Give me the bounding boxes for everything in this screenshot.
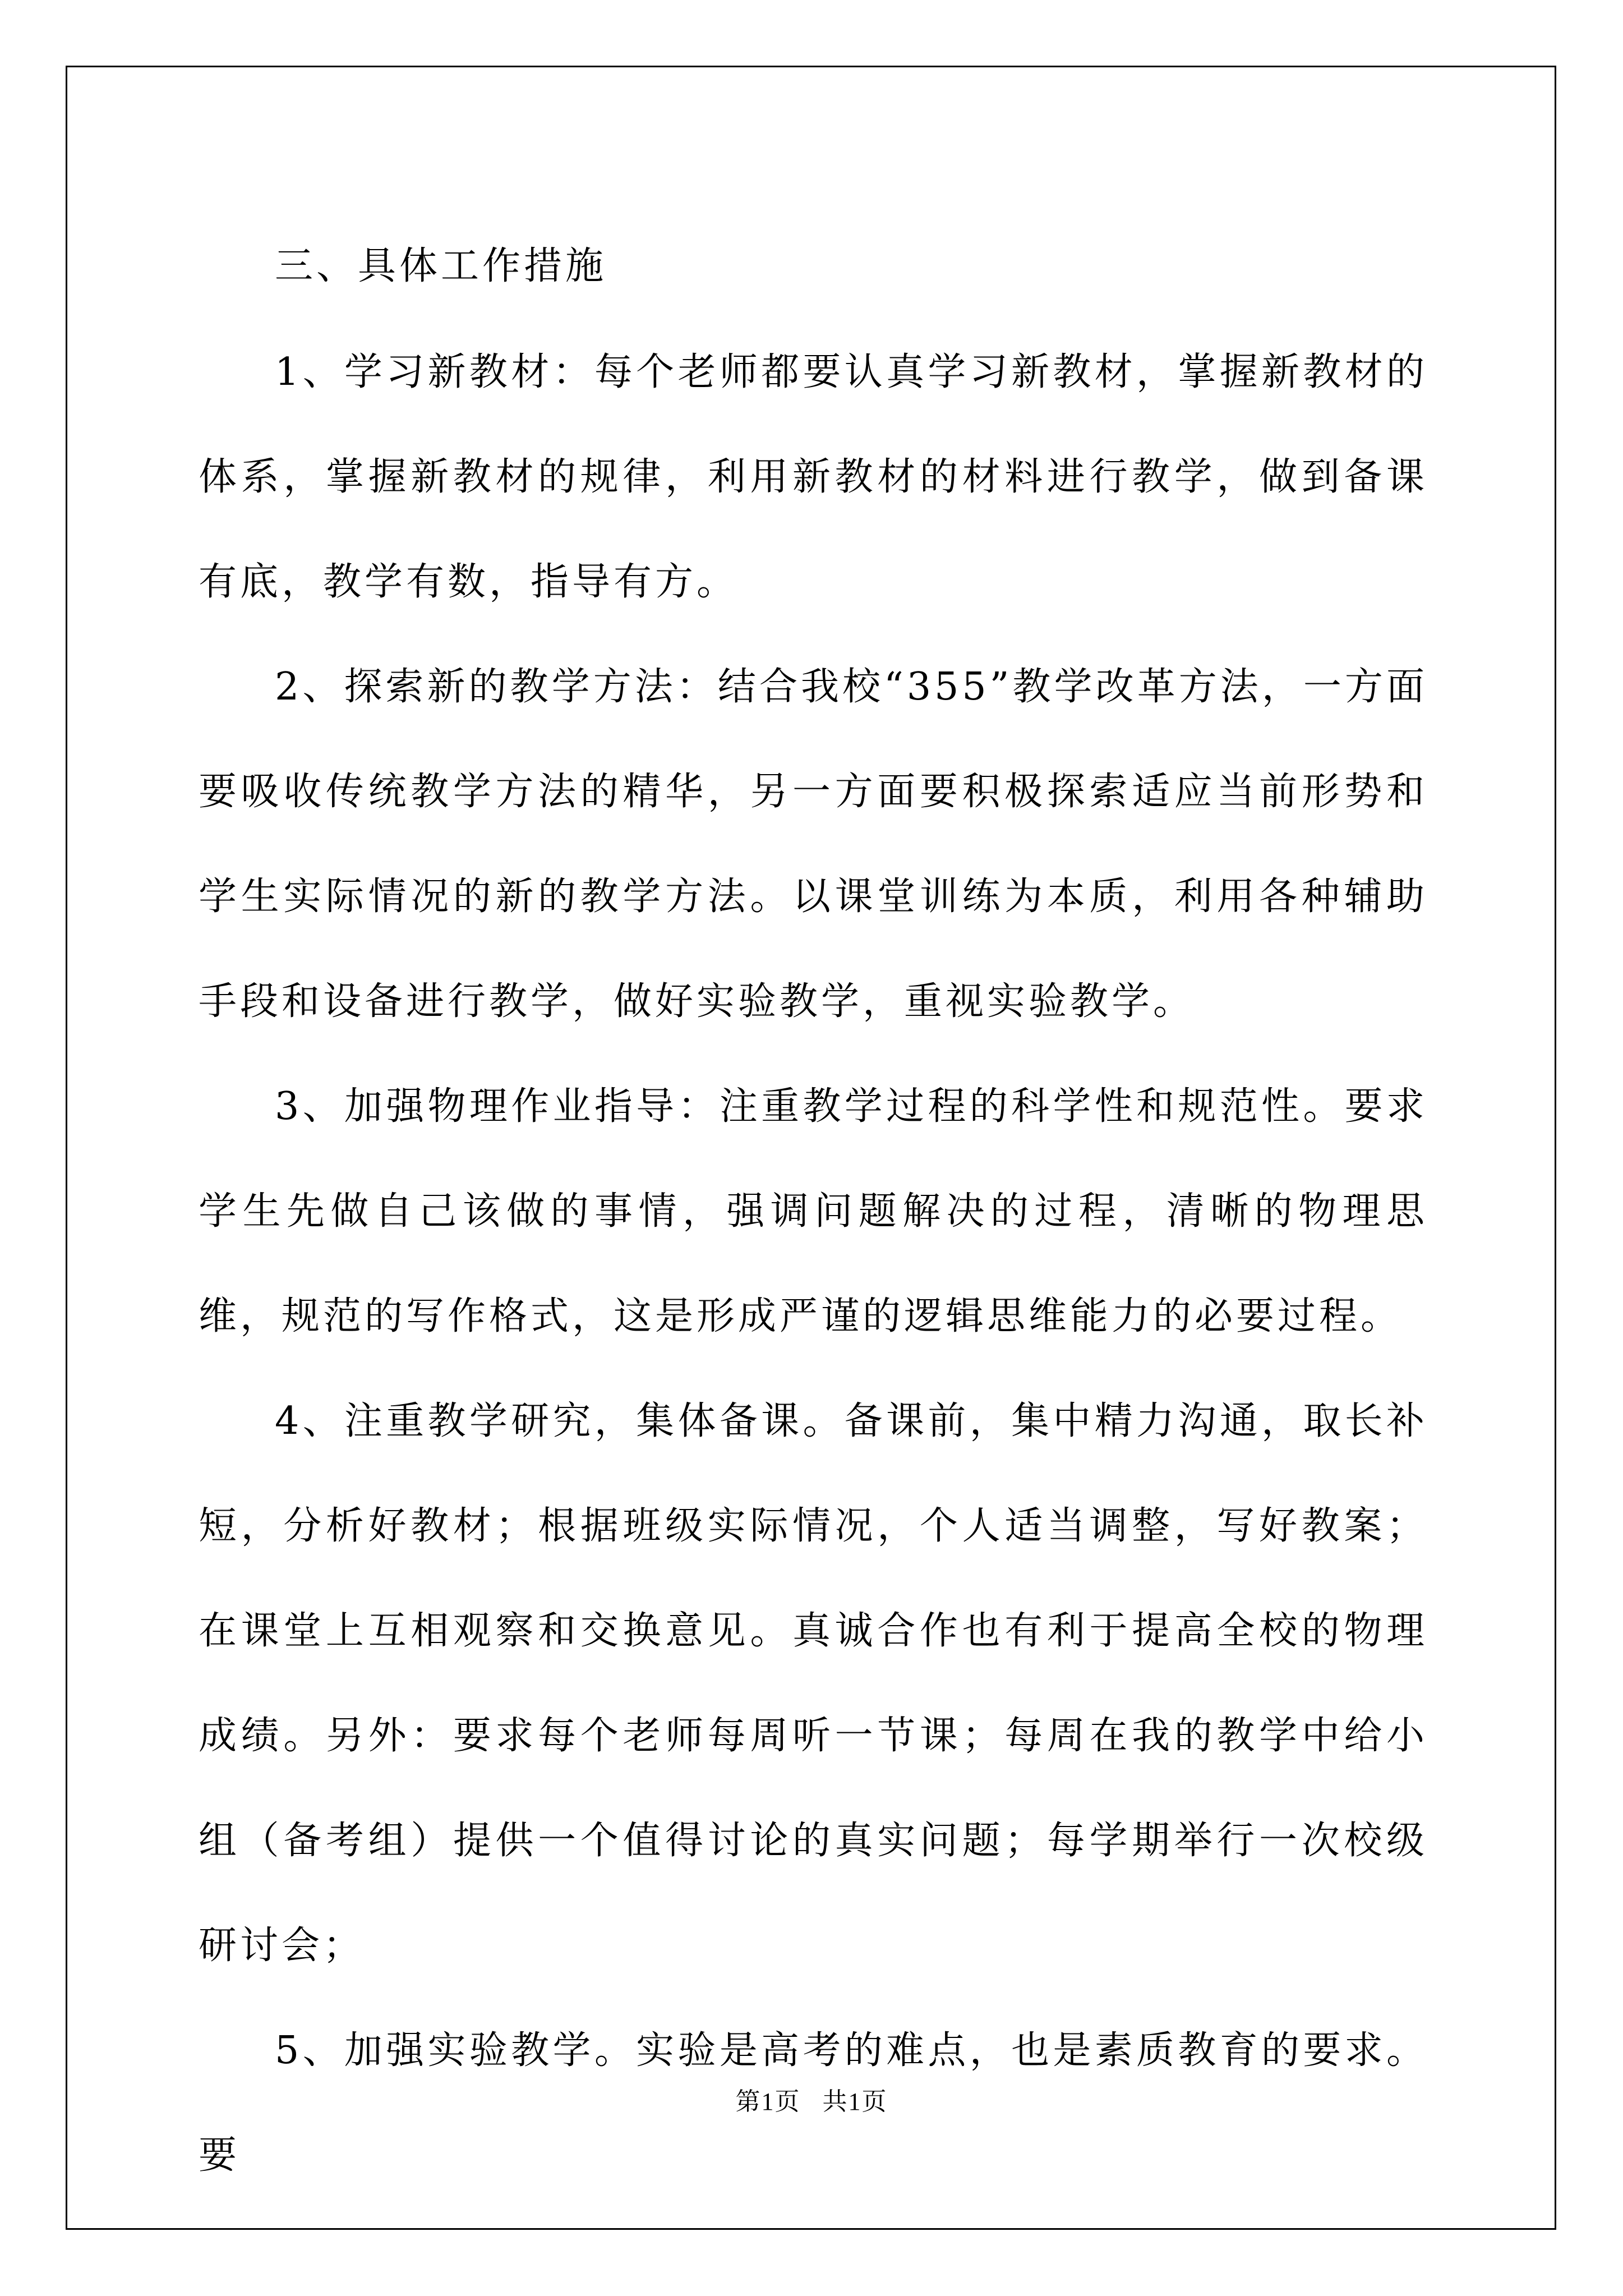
paragraph-4: 4、注重教学研究，集体备课。备课前，集中精力沟通，取长补短，分析好教材；根据班级实际情况，个人适当调整，写好教案；在课堂上互相观察和交换意见。真诚合作也有利于提高全校的物理成绩。另外：要求每个老师每周听一节课；每周在我的教学中给小组（备考组）提供一个值得讨论的真实问题；每学期举行一次校级研讨会； bbox=[199, 1399, 1428, 1968]
section-heading: 三、具体工作措施 bbox=[275, 244, 607, 288]
paragraph-5: 5、加强实验教学。实验是高考的难点，也是素质教育的要求。要 bbox=[199, 2028, 1428, 2178]
document-body bbox=[199, 213, 1428, 2208]
page-number-footer: 第1页 共1页 bbox=[735, 2088, 888, 2115]
paragraph-2: 2、探索新的教学方法：结合我校“355”教学改革方法，一方面要吸收传统教学方法的精华，另一方面要积极探索适应当前形势和学生实际情况的新的教学方法。以课堂训练为本质，利用各种辅助手段和设备进行教学，做好实验教学，重视实验教学。 bbox=[199, 665, 1428, 1024]
paragraph-3: 3、加强物理作业指导：注重教学过程的科学性和规范性。要求学生先做自己该做的事情，强调问题解决的过程，清晰的物理思维，规范的写作格式，这是形成严谨的逻辑思维能力的必要过程。 bbox=[199, 1084, 1428, 1338]
paragraph-1: 1、学习新教材：每个老师都要认真学习新教材，掌握新教材的体系，掌握新教材的规律，利用新教材的材料进行教学，做到备课有底，教学有数，指导有方。 bbox=[199, 350, 1428, 604]
